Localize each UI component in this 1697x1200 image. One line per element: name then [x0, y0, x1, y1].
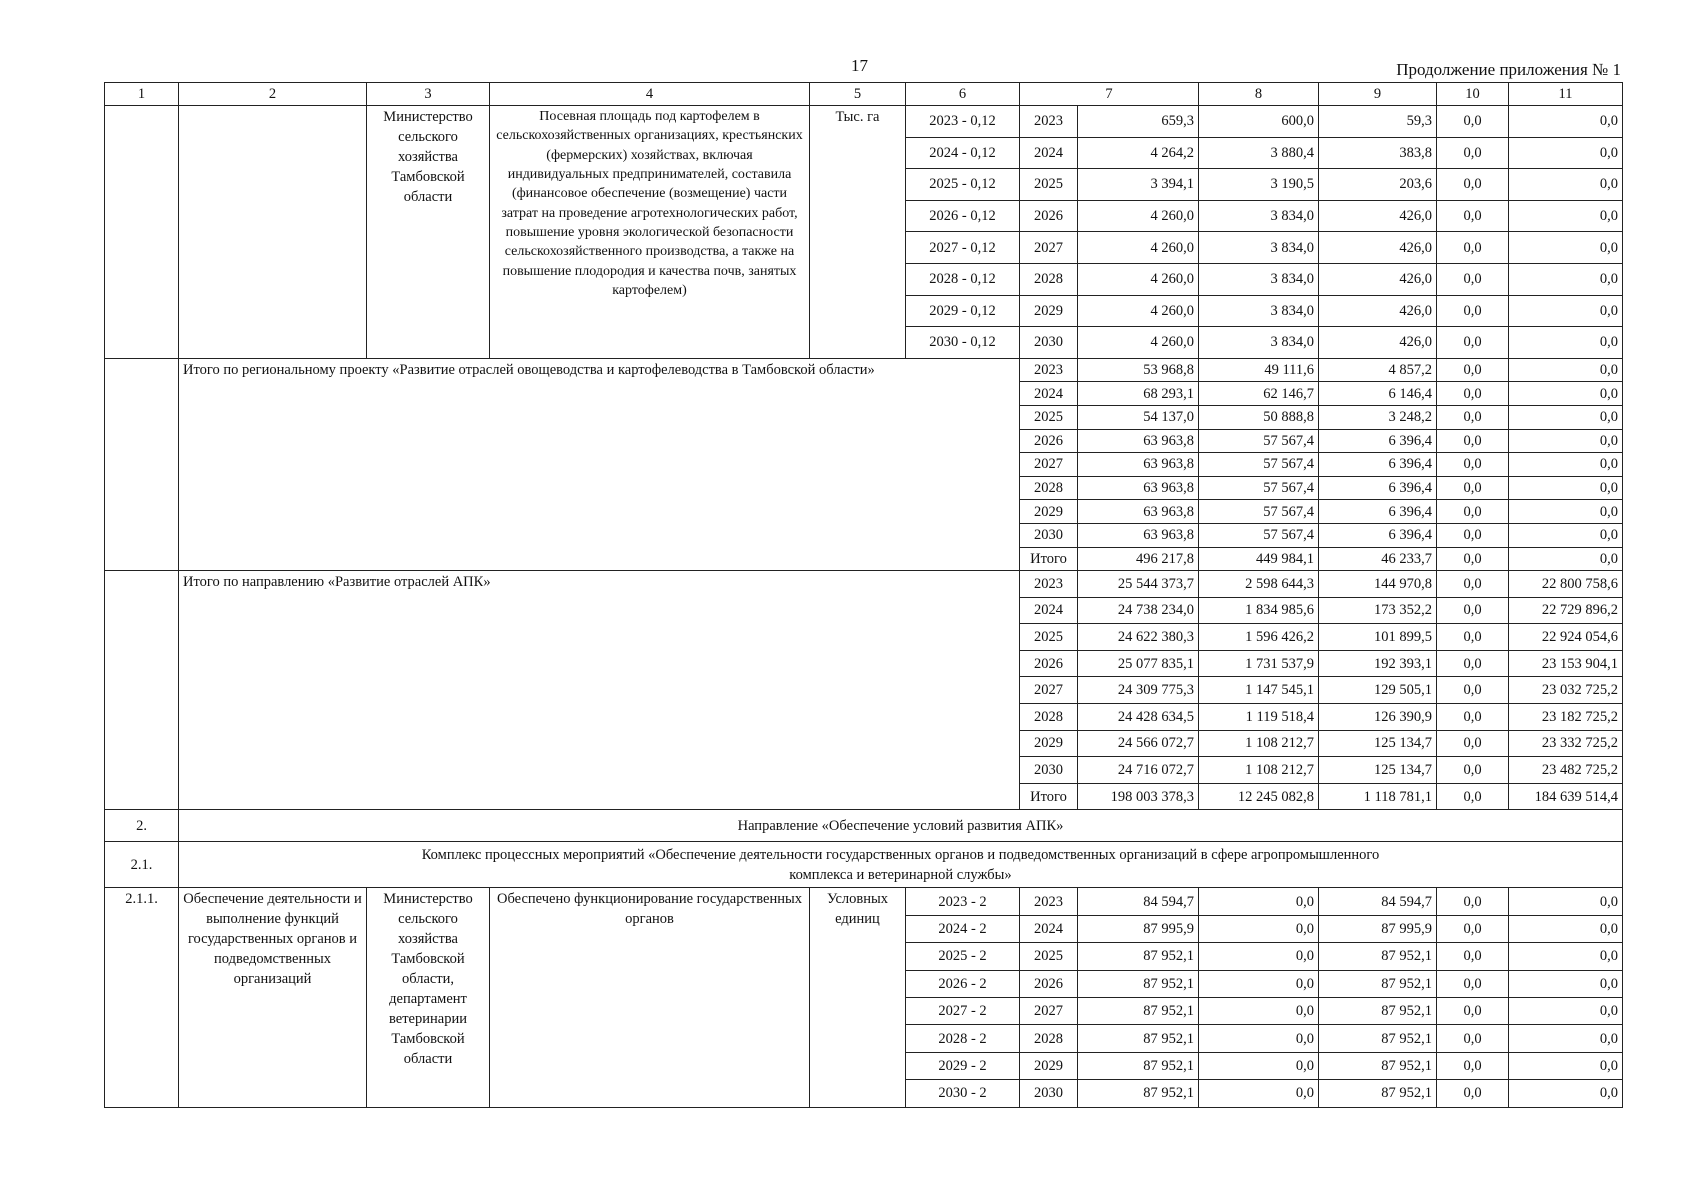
total-cell: 25 544 373,7: [1078, 571, 1199, 598]
section-row: [105, 842, 1623, 888]
target-cell: 2024 - 0,12: [906, 137, 1020, 169]
year-cell: 2024: [1020, 382, 1078, 406]
regional-cell: 173 352,2: [1319, 597, 1437, 624]
regional-cell: 203,6: [1319, 169, 1437, 201]
continuation-label: Продолжение приложения № 1: [1396, 60, 1621, 79]
municipal-cell: 0,0: [1437, 429, 1509, 453]
regional-cell: 426,0: [1319, 263, 1437, 295]
total-cell: 63 963,8: [1078, 429, 1199, 453]
extrabudget-cell: 0,0: [1509, 327, 1623, 359]
federal-cell: 0,0: [1199, 915, 1319, 942]
extrabudget-cell: 0,0: [1509, 106, 1623, 138]
year-cell: 2026: [1020, 970, 1078, 997]
indicator-cell: Обеспечено функционирование государственных органов: [490, 888, 810, 1107]
extrabudget-cell: 22 729 896,2: [1509, 597, 1623, 624]
year-cell: 2023: [1020, 571, 1078, 598]
total-cell: 25 077 835,1: [1078, 650, 1199, 677]
extrabudget-cell: 0,0: [1509, 998, 1623, 1025]
total-cell: 87 995,9: [1078, 915, 1199, 942]
regional-cell: 59,3: [1319, 106, 1437, 138]
federal-cell: 3 834,0: [1199, 327, 1319, 359]
municipal-cell: 0,0: [1437, 476, 1509, 500]
target-cell: 2026 - 0,12: [906, 200, 1020, 232]
total-cell: 24 428 634,5: [1078, 704, 1199, 731]
extrabudget-cell: 0,0: [1509, 382, 1623, 406]
regional-cell: 87 952,1: [1319, 1080, 1437, 1107]
federal-cell: 1 596 426,2: [1199, 624, 1319, 651]
extrabudget-cell: 23 332 725,2: [1509, 730, 1623, 757]
municipal-cell: 0,0: [1437, 915, 1509, 942]
total-cell: 87 952,1: [1078, 1025, 1199, 1052]
total-cell: 24 309 775,3: [1078, 677, 1199, 704]
row-number-cell: [105, 358, 179, 570]
unit-cell: Условных единиц: [810, 888, 906, 1107]
subsection-number: 2.1.: [105, 842, 179, 888]
year-cell: 2024: [1020, 137, 1078, 169]
federal-cell: 0,0: [1199, 1052, 1319, 1079]
extrabudget-cell: 0,0: [1509, 358, 1623, 382]
year-cell: 2027: [1020, 232, 1078, 264]
total-cell: 24 622 380,3: [1078, 624, 1199, 651]
extrabudget-cell: 0,0: [1509, 137, 1623, 169]
year-cell: 2028: [1020, 1025, 1078, 1052]
total-cell: 84 594,7: [1078, 888, 1199, 915]
extrabudget-cell: 0,0: [1509, 943, 1623, 970]
total-cell: 87 952,1: [1078, 943, 1199, 970]
extrabudget-cell: 23 153 904,1: [1509, 650, 1623, 677]
federal-cell: 0,0: [1199, 943, 1319, 970]
municipal-cell: 0,0: [1437, 970, 1509, 997]
extrabudget-cell: 0,0: [1509, 169, 1623, 201]
municipal-cell: 0,0: [1437, 405, 1509, 429]
regional-cell: 426,0: [1319, 327, 1437, 359]
extrabudget-cell: 22 800 758,6: [1509, 571, 1623, 598]
regional-cell: 1 118 781,1: [1319, 783, 1437, 810]
extrabudget-cell: 0,0: [1509, 429, 1623, 453]
federal-cell: 1 731 537,9: [1199, 650, 1319, 677]
extrabudget-cell: 23 182 725,2: [1509, 704, 1623, 731]
federal-cell: 1 108 212,7: [1199, 730, 1319, 757]
year-cell: 2025: [1020, 405, 1078, 429]
total-cell: 87 952,1: [1078, 998, 1199, 1025]
col-header-9: 9: [1319, 83, 1437, 106]
extrabudget-cell: 0,0: [1509, 1052, 1623, 1079]
section-number: 2.: [105, 810, 179, 842]
total-cell: 63 963,8: [1078, 500, 1199, 524]
extrabudget-cell: 0,0: [1509, 547, 1623, 571]
target-cell: 2028 - 0,12: [906, 263, 1020, 295]
total-cell: 53 968,8: [1078, 358, 1199, 382]
target-cell: 2028 - 2: [906, 1025, 1020, 1052]
regional-cell: 129 505,1: [1319, 677, 1437, 704]
table-row: [105, 358, 1623, 382]
target-cell: 2026 - 2: [906, 970, 1020, 997]
municipal-cell: 0,0: [1437, 888, 1509, 915]
federal-cell: 57 567,4: [1199, 476, 1319, 500]
total-cell: 63 963,8: [1078, 476, 1199, 500]
col-header-4: 4: [490, 83, 810, 106]
target-cell: 2024 - 2: [906, 915, 1020, 942]
federal-cell: 1 108 212,7: [1199, 757, 1319, 784]
total-cell: 4 260,0: [1078, 263, 1199, 295]
municipal-cell: 0,0: [1437, 1025, 1509, 1052]
total-cell: 63 963,8: [1078, 523, 1199, 547]
total-cell: 4 260,0: [1078, 200, 1199, 232]
event-name-cell: Обеспечение деятельности и выполнение функций государственных органов и подведомственных организаций: [179, 888, 367, 1107]
year-cell: 2025: [1020, 943, 1078, 970]
extrabudget-cell: 184 639 514,4: [1509, 783, 1623, 810]
regional-cell: 383,8: [1319, 137, 1437, 169]
total-cell: 63 963,8: [1078, 453, 1199, 477]
year-cell: 2027: [1020, 998, 1078, 1025]
extrabudget-cell: 0,0: [1509, 405, 1623, 429]
year-cell: 2028: [1020, 263, 1078, 295]
municipal-cell: 0,0: [1437, 106, 1509, 138]
federal-cell: 3 834,0: [1199, 232, 1319, 264]
target-cell: 2030 - 0,12: [906, 327, 1020, 359]
federal-cell: 50 888,8: [1199, 405, 1319, 429]
regional-cell: 3 248,2: [1319, 405, 1437, 429]
total-cell: 24 738 234,0: [1078, 597, 1199, 624]
municipal-cell: 0,0: [1437, 677, 1509, 704]
regional-cell: 87 952,1: [1319, 970, 1437, 997]
federal-cell: 600,0: [1199, 106, 1319, 138]
regional-cell: 6 396,4: [1319, 523, 1437, 547]
page-number: 17: [851, 56, 868, 75]
federal-cell: 3 834,0: [1199, 295, 1319, 327]
regional-cell: 6 396,4: [1319, 476, 1437, 500]
federal-cell: 1 147 545,1: [1199, 677, 1319, 704]
regional-cell: 426,0: [1319, 295, 1437, 327]
federal-cell: 57 567,4: [1199, 429, 1319, 453]
extrabudget-cell: 0,0: [1509, 476, 1623, 500]
year-cell: 2030: [1020, 1080, 1078, 1107]
year-cell: 2029: [1020, 500, 1078, 524]
section-row: [105, 810, 1623, 842]
col-header-7: 7: [1020, 83, 1199, 106]
regional-cell: 101 899,5: [1319, 624, 1437, 651]
total-cell: 4 260,0: [1078, 327, 1199, 359]
year-cell: 2023: [1020, 358, 1078, 382]
year-cell: 2030: [1020, 757, 1078, 784]
extrabudget-cell: 0,0: [1509, 500, 1623, 524]
project-total-label: Итого по региональному проекту «Развитие отраслей овощеводства и картофелеводства в Тамбовской области»: [179, 358, 1020, 570]
indicator-cell: Посевная площадь под картофелем в сельскохозяйственных организациях, крестьянских (фермерских) хозяйствах, включая индивидуальных предпринимателей, составила (финансовое обеспечение (возмещение) части затрат на проведение агротехнологических работ, повышение уровня экологической безопасности сельскохозяйственного производства, а также на повышение плодородия и качества почв, занятых картофелем): [490, 106, 810, 359]
regional-cell: 126 390,9: [1319, 704, 1437, 731]
federal-cell: 1 119 518,4: [1199, 704, 1319, 731]
municipal-cell: 0,0: [1437, 137, 1509, 169]
regional-cell: 6 396,4: [1319, 500, 1437, 524]
federal-cell: 57 567,4: [1199, 453, 1319, 477]
target-cell: 2027 - 0,12: [906, 232, 1020, 264]
total-cell: 24 566 072,7: [1078, 730, 1199, 757]
municipal-cell: 0,0: [1437, 783, 1509, 810]
federal-cell: 449 984,1: [1199, 547, 1319, 571]
municipal-cell: 0,0: [1437, 453, 1509, 477]
regional-cell: 6 396,4: [1319, 429, 1437, 453]
municipal-cell: 0,0: [1437, 1052, 1509, 1079]
target-cell: 2030 - 2: [906, 1080, 1020, 1107]
federal-cell: 3 880,4: [1199, 137, 1319, 169]
executor-cell: Министерство сельского хозяйства Тамбовской области: [367, 106, 490, 359]
regional-cell: 84 594,7: [1319, 888, 1437, 915]
total-cell: 4 260,0: [1078, 295, 1199, 327]
subsection-title: [179, 842, 1623, 888]
extrabudget-cell: 0,0: [1509, 970, 1623, 997]
year-cell: 2026: [1020, 200, 1078, 232]
total-cell: 659,3: [1078, 106, 1199, 138]
municipal-cell: 0,0: [1437, 597, 1509, 624]
federal-cell: 3 190,5: [1199, 169, 1319, 201]
municipal-cell: 0,0: [1437, 571, 1509, 598]
total-cell: 24 716 072,7: [1078, 757, 1199, 784]
table-body: [105, 83, 1623, 1108]
event-name-cell: [179, 106, 367, 359]
year-cell: 2029: [1020, 1052, 1078, 1079]
extrabudget-cell: 23 032 725,2: [1509, 677, 1623, 704]
unit-cell: Тыс. га: [810, 106, 906, 359]
federal-cell: 3 834,0: [1199, 200, 1319, 232]
appendix-table: [104, 82, 1623, 1108]
extrabudget-cell: 0,0: [1509, 232, 1623, 264]
federal-cell: 1 834 985,6: [1199, 597, 1319, 624]
year-cell: 2024: [1020, 915, 1078, 942]
municipal-cell: 0,0: [1437, 500, 1509, 524]
target-cell: 2025 - 2: [906, 943, 1020, 970]
municipal-cell: 0,0: [1437, 998, 1509, 1025]
federal-cell: 62 146,7: [1199, 382, 1319, 406]
section-title: Направление «Обеспечение условий развития АПК»: [179, 810, 1623, 842]
extrabudget-cell: 0,0: [1509, 200, 1623, 232]
federal-cell: 3 834,0: [1199, 263, 1319, 295]
year-cell: 2030: [1020, 523, 1078, 547]
federal-cell: 57 567,4: [1199, 500, 1319, 524]
regional-cell: 125 134,7: [1319, 757, 1437, 784]
federal-cell: 12 245 082,8: [1199, 783, 1319, 810]
extrabudget-cell: 0,0: [1509, 1025, 1623, 1052]
target-cell: 2027 - 2: [906, 998, 1020, 1025]
regional-cell: 192 393,1: [1319, 650, 1437, 677]
year-cell: 2025: [1020, 169, 1078, 201]
extrabudget-cell: 23 482 725,2: [1509, 757, 1623, 784]
regional-cell: 6 146,4: [1319, 382, 1437, 406]
col-header-6: 6: [906, 83, 1020, 106]
col-header-1: 1: [105, 83, 179, 106]
federal-cell: 0,0: [1199, 1025, 1319, 1052]
federal-cell: 2 598 644,3: [1199, 571, 1319, 598]
municipal-cell: 0,0: [1437, 943, 1509, 970]
year-cell: 2026: [1020, 650, 1078, 677]
year-cell: 2023: [1020, 106, 1078, 138]
municipal-cell: 0,0: [1437, 327, 1509, 359]
municipal-cell: 0,0: [1437, 624, 1509, 651]
total-cell: 87 952,1: [1078, 1052, 1199, 1079]
municipal-cell: 0,0: [1437, 232, 1509, 264]
regional-cell: 87 952,1: [1319, 943, 1437, 970]
total-cell: 87 952,1: [1078, 970, 1199, 997]
extrabudget-cell: 0,0: [1509, 295, 1623, 327]
row-number-cell: [105, 106, 179, 359]
regional-cell: 46 233,7: [1319, 547, 1437, 571]
year-cell: 2029: [1020, 295, 1078, 327]
year-cell: 2030: [1020, 327, 1078, 359]
table-row: [105, 888, 1623, 915]
total-cell: 198 003 378,3: [1078, 783, 1199, 810]
federal-cell: 0,0: [1199, 970, 1319, 997]
regional-cell: 144 970,8: [1319, 571, 1437, 598]
regional-cell: 426,0: [1319, 232, 1437, 264]
extrabudget-cell: 0,0: [1509, 263, 1623, 295]
col-header-3: 3: [367, 83, 490, 106]
year-cell: 2028: [1020, 476, 1078, 500]
target-cell: 2023 - 0,12: [906, 106, 1020, 138]
regional-cell: 87 952,1: [1319, 1025, 1437, 1052]
extrabudget-cell: 0,0: [1509, 915, 1623, 942]
regional-cell: 87 952,1: [1319, 1052, 1437, 1079]
header-row: [105, 83, 1623, 106]
year-cell: 2025: [1020, 624, 1078, 651]
total-cell: 54 137,0: [1078, 405, 1199, 429]
total-cell: 68 293,1: [1078, 382, 1199, 406]
regional-cell: 125 134,7: [1319, 730, 1437, 757]
federal-cell: 57 567,4: [1199, 523, 1319, 547]
extrabudget-cell: 0,0: [1509, 888, 1623, 915]
year-cell: 2028: [1020, 704, 1078, 731]
total-cell: 4 264,2: [1078, 137, 1199, 169]
direction-total-label: Итого по направлению «Развитие отраслей АПК»: [179, 571, 1020, 810]
year-cell: 2027: [1020, 677, 1078, 704]
regional-cell: 87 952,1: [1319, 998, 1437, 1025]
col-header-11: 11: [1509, 83, 1623, 106]
regional-cell: 6 396,4: [1319, 453, 1437, 477]
year-cell: 2023: [1020, 888, 1078, 915]
municipal-cell: 0,0: [1437, 650, 1509, 677]
row-number-cell: [105, 571, 179, 810]
target-cell: 2025 - 0,12: [906, 169, 1020, 201]
municipal-cell: 0,0: [1437, 730, 1509, 757]
col-header-10: 10: [1437, 83, 1509, 106]
target-cell: 2023 - 2: [906, 888, 1020, 915]
col-header-5: 5: [810, 83, 906, 106]
federal-cell: 0,0: [1199, 1080, 1319, 1107]
municipal-cell: 0,0: [1437, 1080, 1509, 1107]
subsection-title-text: Комплекс процессных мероприятий «Обеспечение деятельности государственных органов и подведомственных организаций в сфере агропромышленного комплекса и ветеринарной службы»: [421, 846, 1380, 883]
total-cell: 87 952,1: [1078, 1080, 1199, 1107]
regional-cell: 4 857,2: [1319, 358, 1437, 382]
total-cell: 4 260,0: [1078, 232, 1199, 264]
municipal-cell: 0,0: [1437, 169, 1509, 201]
extrabudget-cell: 0,0: [1509, 1080, 1623, 1107]
target-cell: 2029 - 0,12: [906, 295, 1020, 327]
municipal-cell: 0,0: [1437, 547, 1509, 571]
municipal-cell: 0,0: [1437, 358, 1509, 382]
col-header-2: 2: [179, 83, 367, 106]
year-cell: 2027: [1020, 453, 1078, 477]
total-cell: 496 217,8: [1078, 547, 1199, 571]
col-header-8: 8: [1199, 83, 1319, 106]
total-cell: 3 394,1: [1078, 169, 1199, 201]
federal-cell: 0,0: [1199, 888, 1319, 915]
municipal-cell: 0,0: [1437, 704, 1509, 731]
year-cell: Итого: [1020, 547, 1078, 571]
extrabudget-cell: 22 924 054,6: [1509, 624, 1623, 651]
municipal-cell: 0,0: [1437, 295, 1509, 327]
municipal-cell: 0,0: [1437, 757, 1509, 784]
table-row: [105, 571, 1623, 598]
extrabudget-cell: 0,0: [1509, 453, 1623, 477]
federal-cell: 49 111,6: [1199, 358, 1319, 382]
regional-cell: 426,0: [1319, 200, 1437, 232]
executor-cell: Министерство сельского хозяйства Тамбовской области, департамент ветеринарии Тамбовской области: [367, 888, 490, 1107]
year-cell: Итого: [1020, 783, 1078, 810]
year-cell: 2029: [1020, 730, 1078, 757]
municipal-cell: 0,0: [1437, 200, 1509, 232]
target-cell: 2029 - 2: [906, 1052, 1020, 1079]
extrabudget-cell: 0,0: [1509, 523, 1623, 547]
table-row: [105, 106, 1623, 138]
municipal-cell: 0,0: [1437, 382, 1509, 406]
event-number-cell: 2.1.1.: [105, 888, 179, 1107]
municipal-cell: 0,0: [1437, 263, 1509, 295]
regional-cell: 87 995,9: [1319, 915, 1437, 942]
year-cell: 2024: [1020, 597, 1078, 624]
municipal-cell: 0,0: [1437, 523, 1509, 547]
year-cell: 2026: [1020, 429, 1078, 453]
federal-cell: 0,0: [1199, 998, 1319, 1025]
